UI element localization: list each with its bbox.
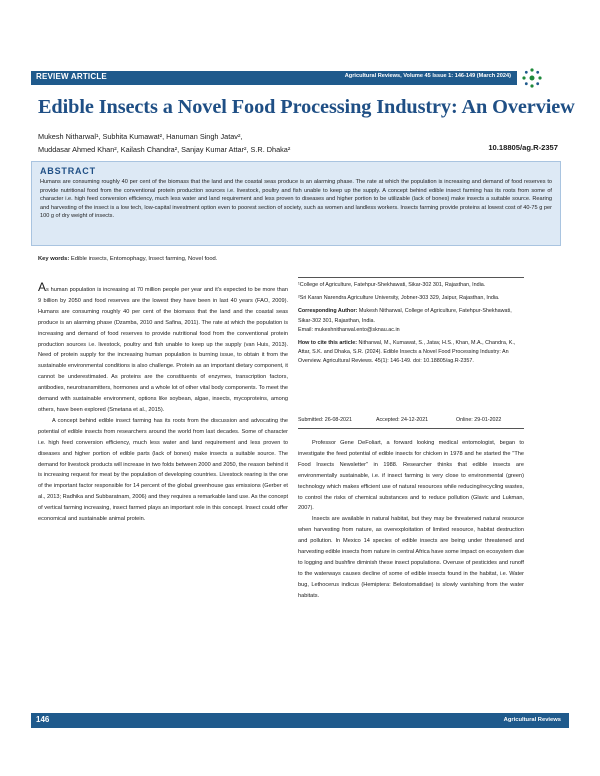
keywords-label: Key words: (38, 256, 70, 262)
footer-bar (31, 713, 569, 728)
article-title: Edible Insects a Novel Food Processing Industry: An Overview (38, 96, 575, 118)
online-date: Online: 29-01-2022 (456, 417, 502, 423)
abstract-box (31, 161, 561, 246)
abstract-text: Humans are consuming roughly 40 per cent of the biomass that the land and the coastal seas produce is an alarming phase. The rate at which the population is increasing and demand of food reserves to provide nutritional food from the conventional protein production sources i.e. livestock, poultry and fish unable to keep up the supply. A concept behind edible insect farming has its roots from some of character i.e. high feed conversion efficiency, much less water and land requirement and less proven to diseases and higher portion to be utilizable (lack of bones) make insects a suitable source. Rearing and harvesting of the insect is a low tech, low-capital investment option even to poorest section of society, such as women and landless workers. Insects farming provide proteins at lowest cost of 40-75 g per 100 g of dry weight of insects. (40, 179, 552, 220)
corresponding-author (298, 307, 524, 335)
doi[interactable]: 10.18805/ag.R-2357 (488, 143, 558, 152)
arcc-journal-logo-icon (521, 67, 543, 89)
body-paragraph: Professor Gene DeFoliart, a forward looking medical entomologist, began to investigate the feed potential of edible insects for chicken in 1978 and he started the "The Food Insects Newsletter" in 1988. Researcher thinks that edible insects are environmentally sustainable, i.e. if insect farming is very close to environmental (green) technology which makes efficient use of natural resources while reducing/recycling wastes, to control the risks of chemical substances and to reduce pollution (Glavic and Lukman, 2007). (298, 440, 524, 512)
affiliations (298, 281, 524, 371)
submitted-date: Submitted: 26-08-2021 (298, 417, 352, 423)
footer-journal-name: Agricultural Reviews (503, 717, 561, 723)
keywords (38, 256, 217, 262)
corresponding-text: Mukesh Nitharwal, College of Agriculture, Fatehpur-Shekhawati, Sikar-302 301, Rajasthan, India. (298, 308, 512, 324)
body-left-column (38, 282, 288, 525)
drop-cap: A (38, 280, 47, 294)
section-label: REVIEW ARTICLE (36, 72, 107, 81)
body-paragraph: A concept behind edible insect farming has its roots from the discussion and advocating the potential of edible insects from researchers around the world from last decades. Some of character i.e. high feed conversion efficiency, much less water and land requirement and less proven to diseases and higher portion of edible parts (lack of bones) make insects a suitable source. The demand for livestock products will increase in two folds between 2000 and 2050, the reason behind it is increasing request for meat by the population of developing countries. Livestock rearing is the one of the important factor responsible for 14 percent of the global greenhouse gas emissions (Gerber et al., 2013; Radhika and Subbaratnam, 2006) and they requires a remarkable land use. As the concept of vertical farming increasing, insect farmed plays an important role in this concept. Insect could offer economical and sustainable animal protein. (38, 417, 289, 523)
accepted-date: Accepted: 24-12-2021 (376, 417, 429, 423)
page-number: 146 (36, 715, 50, 724)
body-right-column (298, 438, 524, 602)
citation (298, 339, 524, 367)
journal-info: Agricultural Reviews, Volume 45 Issue 1: 146-149 (March 2024) (344, 73, 511, 79)
abstract-heading: ABSTRACT (40, 166, 96, 176)
authors-line-1: Mukesh Nitharwal¹, Subhita Kumawat², Hanuman Singh Jatav², (38, 132, 243, 141)
affiliation-1: ¹College of Agriculture, Fatehpur-Shekhawati, Sikar-302 301, Rajasthan, India. (298, 282, 486, 288)
divider (298, 428, 524, 429)
author-list (38, 130, 290, 156)
affiliation-2: ²Sri Karan Narendra Agriculture University, Jobner-303 329, Jaipur, Rajasthan, India. (298, 295, 500, 302)
citation-label: How to cite this article: (298, 340, 358, 347)
body-paragraph-text: s human population is increasing at 70 million people per year and it's expected to be more than 9 billion by 2050 and food reserves are the lowest they have been in last 40 years (FAO, 2009). Humans are consuming roughly 40 per cent of the biomass that the land and the coastal seas produce is an alarming phase (Dzamba, 2010 and Safina, 2011). The rate at which the population is increasing and demand of food reserves to provide nutritional food from the conventional protein production sources i.e. livestock, poultry and fish unable to keep up the supply (van Huis, 2013). Need of protein supply for the increasing human population is burning issue, to obtain it from the sustainable environmental conditions is also challenge. Protein as an important dietary component, it cannot be underestimated. As proteins are the constituents of enzymes, transcription factors, antibodies, neurotransmitters, hormones and a whole lot of other vital body components. To meet the demand with sustainable environment, options like soybean, algae, insects, mycoproteins, among others, have been explored (Smetana et al., 2015). (38, 287, 288, 413)
citation-text: Nitharwal, M., Kumawat, S., Jatav, H.S., Khan, M.A., Chandra, K., Attar, S.K. and Dhaka, S.R. (2024). Edible Insects a Novel Food Processing Industry: An Overview. Agricultural Reviews. 45(1): 146-149. doi: 10.18805/ag.R-2357. (298, 340, 516, 365)
author-email[interactable]: Email: mukeshnitharwal.ento@sknau.ac.in (298, 326, 400, 333)
body-paragraph (38, 282, 288, 416)
body-paragraph: Insects are available in natural habitat, but they may be threatened natural resource when harvesting from nature, as overexploitation of limited resource, habitat destruction and pollution. In Mexico 14 species of edible insects are being under threatened and harvesting edible insects from nature in central Africa have some impact on ecosystem due to logging and bushfire diminish these insect populations. Overuse of pesticides and runoff to the waterways causes decline of some of edible insects found in the habitat, i.e. Water bug, Lethocerus indicus (Hemiptera: Belostomatidae) is slowly vanishing from the water habitats. (298, 516, 524, 599)
corresponding-label: Corresponding Author: (298, 308, 358, 315)
authors-line-2: Muddasar Ahmed Khan², Kailash Chandra², Sanjay Kumar Attar², S.R. Dhaka² (38, 145, 291, 154)
keywords-text: Edible insects, Entomophagy, Insect farming, Novel food. (70, 256, 218, 262)
divider (298, 277, 524, 278)
header-bar (31, 71, 517, 85)
